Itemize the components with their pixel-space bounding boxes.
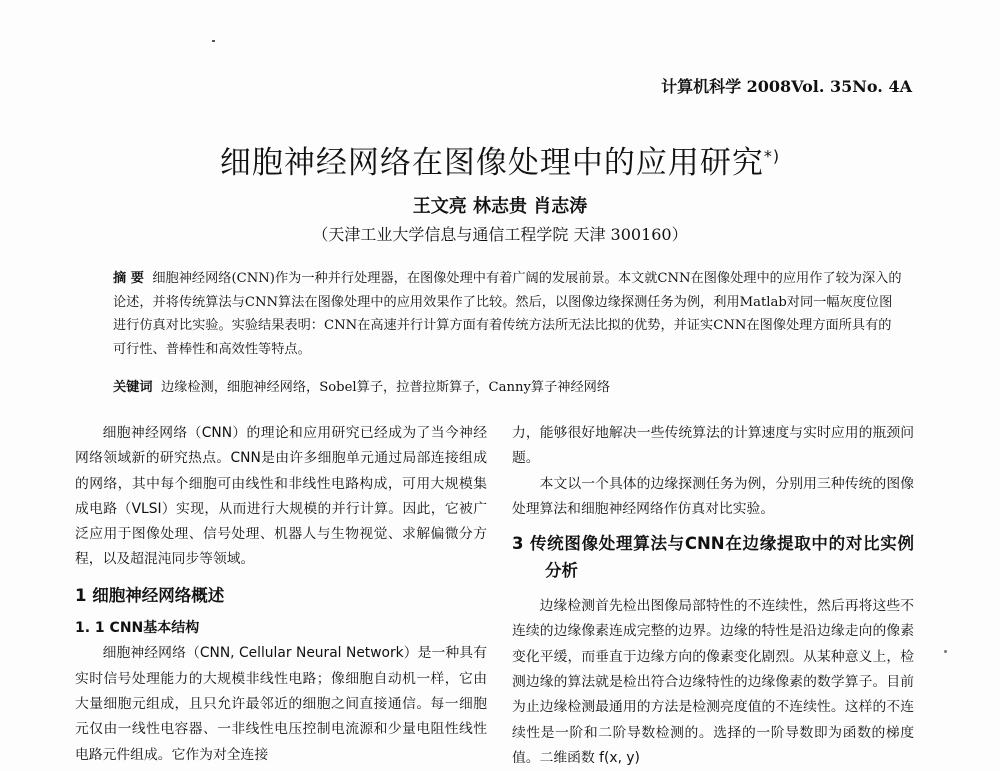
scan-mark <box>944 650 947 653</box>
abstract-label: 摘 要 <box>113 271 144 286</box>
scan-speck <box>212 40 215 42</box>
title-text: 细胞神经网络在图像处理中的应用研究 <box>219 145 764 181</box>
subsection-1-1-heading: 1. 1 CNN基本结构 <box>75 620 200 637</box>
title-footnote-mark: *) <box>763 146 781 166</box>
journal-header: 计算机科学 2008Vol. 35No. 4A <box>661 77 912 96</box>
abstract <box>113 267 903 361</box>
section-3-heading: 3 传统图像处理算法与CNN在边缘提取中的对比实例分析 <box>512 534 914 581</box>
section-1-heading: 1 细胞神经网络概述 <box>75 585 225 605</box>
continued-paragraph: 力，能够很好地解决一些传统算法的计算速度与实时应用的瓶颈问题。 <box>512 425 914 467</box>
affiliation: （天津工业大学信息与通信工程学院 天津 300160） <box>312 225 688 244</box>
authors: 王文亮 林志贵 肖志涛 <box>412 196 588 217</box>
paper-title <box>0 137 1000 182</box>
edge-detection-paragraph: 边缘检测首先检出图像局部特性的不连续性，然后再将这些不连续的边缘像素连成完整的边界。边缘的特性是沿边缘走向的像素变化平缓，而垂直于边缘方向的像素变化剧烈。从某种意义上，检测边缘的算法就是检出符合边缘特性的边缘像素的数学算子。目前为止边缘检测最通用的方法是检测亮度值的不连续性。这样的不连续性是一阶和二阶导数检测的。选择的一阶导数即为函数的梯度值。二维函数 f(x, y) <box>512 598 914 766</box>
right-column <box>512 421 914 771</box>
task-paragraph: 本文以一个具体的边缘探测任务为例，分别用三种传统的图像处理算法和细胞神经网络作仿真对比实验。 <box>512 475 914 517</box>
abstract-text: 细胞神经网络(CNN)作为一种并行处理器，在图像处理中有着广阔的发展前景。本文就CNN在图像处理中的应用作了较为深入的论述，并将传统算法与CNN算法在图像处理中的应用效果作了比较。然后，以图像边缘探测任务为例，利用Matlab对同一幅灰度位图进行仿真对比实验。实验结果表明：CNN在高速并行计算方面有着传统方法所无法比拟的优势，并证实CNN在图像处理方面所具有的可行性、普棒性和高效性等特点。 <box>113 271 902 357</box>
keywords-label: 关键词 <box>113 380 153 395</box>
keywords-text: 边缘检测，细胞神经网络，Sobel算子，拉普拉斯算子，Canny算子神经网络 <box>160 380 611 395</box>
left-column <box>75 421 487 768</box>
intro-paragraph: 细胞神经网络（CNN）的理论和应用研究已经成为了当今神经网络领域新的研究热点。CNN是由许多细胞单元通过局部连接组成的网络，其中每个细胞可由线性和非线性电路构成，可用大规模集成电路（VLSI）实现，从而进行大规模的并行计算。因此，它被广泛应用于图像处理、信号处理、机器人与生物视觉、求解偏微分方程，以及超混沌同步等领域。 <box>75 425 487 568</box>
keywords <box>113 376 903 395</box>
cnn-structure-paragraph: 细胞神经网络（CNN, Cellular Neural Network）是一种具有实时信号处理能力的大规模非线性电路；像细胞自动机一样，它由大量细胞元组成，且只允许最邻近的细胞之间直接通信。每一细胞元仅由一线性电容器、一非线性电压控制电流源和少量电阻性线性电路元件组成。它作为对全连接 <box>75 645 487 763</box>
